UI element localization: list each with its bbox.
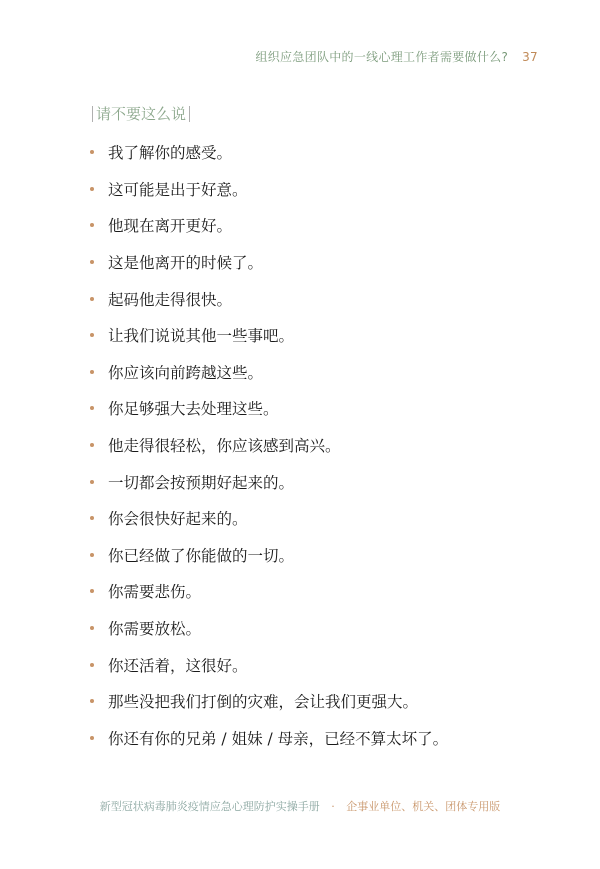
phrase-list	[90, 134, 530, 756]
list-item-text: 你已经做了你能做的一切。	[108, 546, 295, 565]
list-item-text: 你会很快好起来的。	[108, 510, 248, 529]
list-item	[90, 537, 530, 574]
list-item-text: 你还活着，这很好。	[108, 656, 248, 675]
bullet-icon	[90, 187, 94, 191]
list-item-text: 你还有你的兄弟 / 姐妹 / 母亲，已经不算太坏了。	[108, 729, 449, 748]
list-item	[90, 171, 530, 208]
running-header	[255, 48, 538, 65]
footer-separator: ·	[331, 800, 335, 813]
bullet-icon	[90, 516, 94, 520]
list-item-text: 一切都会按预期好起来的。	[108, 473, 295, 492]
footer-edition: 企事业单位、机关、团体专用版	[346, 800, 501, 813]
section-heading	[89, 103, 193, 124]
footer	[0, 798, 600, 814]
bullet-icon	[90, 223, 94, 227]
list-item-text: 那些没把我们打倒的灾难，会让我们更强大。	[108, 693, 419, 712]
right-bar-decoration	[189, 106, 190, 122]
bullet-icon	[90, 297, 94, 301]
list-item	[90, 244, 530, 281]
list-item	[90, 390, 530, 427]
bullet-icon	[90, 260, 94, 264]
list-item	[90, 683, 530, 720]
list-item	[90, 134, 530, 171]
list-item-text: 你足够强大去处理这些。	[108, 400, 279, 419]
bullet-icon	[90, 406, 94, 410]
list-item	[90, 646, 530, 683]
list-item	[90, 427, 530, 464]
list-item-text: 这可能是出于好意。	[108, 180, 248, 199]
bullet-icon	[90, 443, 94, 447]
list-item-text: 让我们说说其他一些事吧。	[108, 327, 295, 346]
page-number: 37	[522, 49, 538, 64]
footer-book-title: 新型冠状病毒肺炎疫情应急心理防护实操手册	[99, 800, 320, 813]
list-item-text: 我了解你的感受。	[108, 144, 233, 163]
list-item-text: 他走得很轻松，你应该感到高兴。	[108, 437, 341, 456]
bullet-icon	[90, 699, 94, 703]
list-item	[90, 280, 530, 317]
list-item-text: 你需要放松。	[108, 620, 202, 639]
bullet-icon	[90, 333, 94, 337]
list-item	[90, 354, 530, 391]
bullet-icon	[90, 480, 94, 484]
bullet-icon	[90, 553, 94, 557]
list-item	[90, 207, 530, 244]
header-title: 组织应急团队中的一线心理工作者需要做什么?	[255, 50, 509, 64]
list-item	[90, 463, 530, 500]
list-item-text: 他现在离开更好。	[108, 217, 233, 236]
list-item-text: 这是他离开的时候了。	[108, 254, 264, 273]
bullet-icon	[90, 589, 94, 593]
bullet-icon	[90, 626, 94, 630]
bullet-icon	[90, 663, 94, 667]
list-item	[90, 500, 530, 537]
list-item	[90, 573, 530, 610]
list-item	[90, 610, 530, 647]
list-item	[90, 317, 530, 354]
bullet-icon	[90, 150, 94, 154]
list-item-text: 你需要悲伤。	[108, 583, 202, 602]
list-item-text: 你应该向前跨越这些。	[108, 363, 264, 382]
bullet-icon	[90, 736, 94, 740]
list-item	[90, 720, 530, 757]
section-heading-text: 请不要这么说	[96, 105, 187, 123]
list-item-text: 起码他走得很快。	[108, 290, 233, 309]
left-bar-decoration	[92, 106, 93, 122]
bullet-icon	[90, 370, 94, 374]
